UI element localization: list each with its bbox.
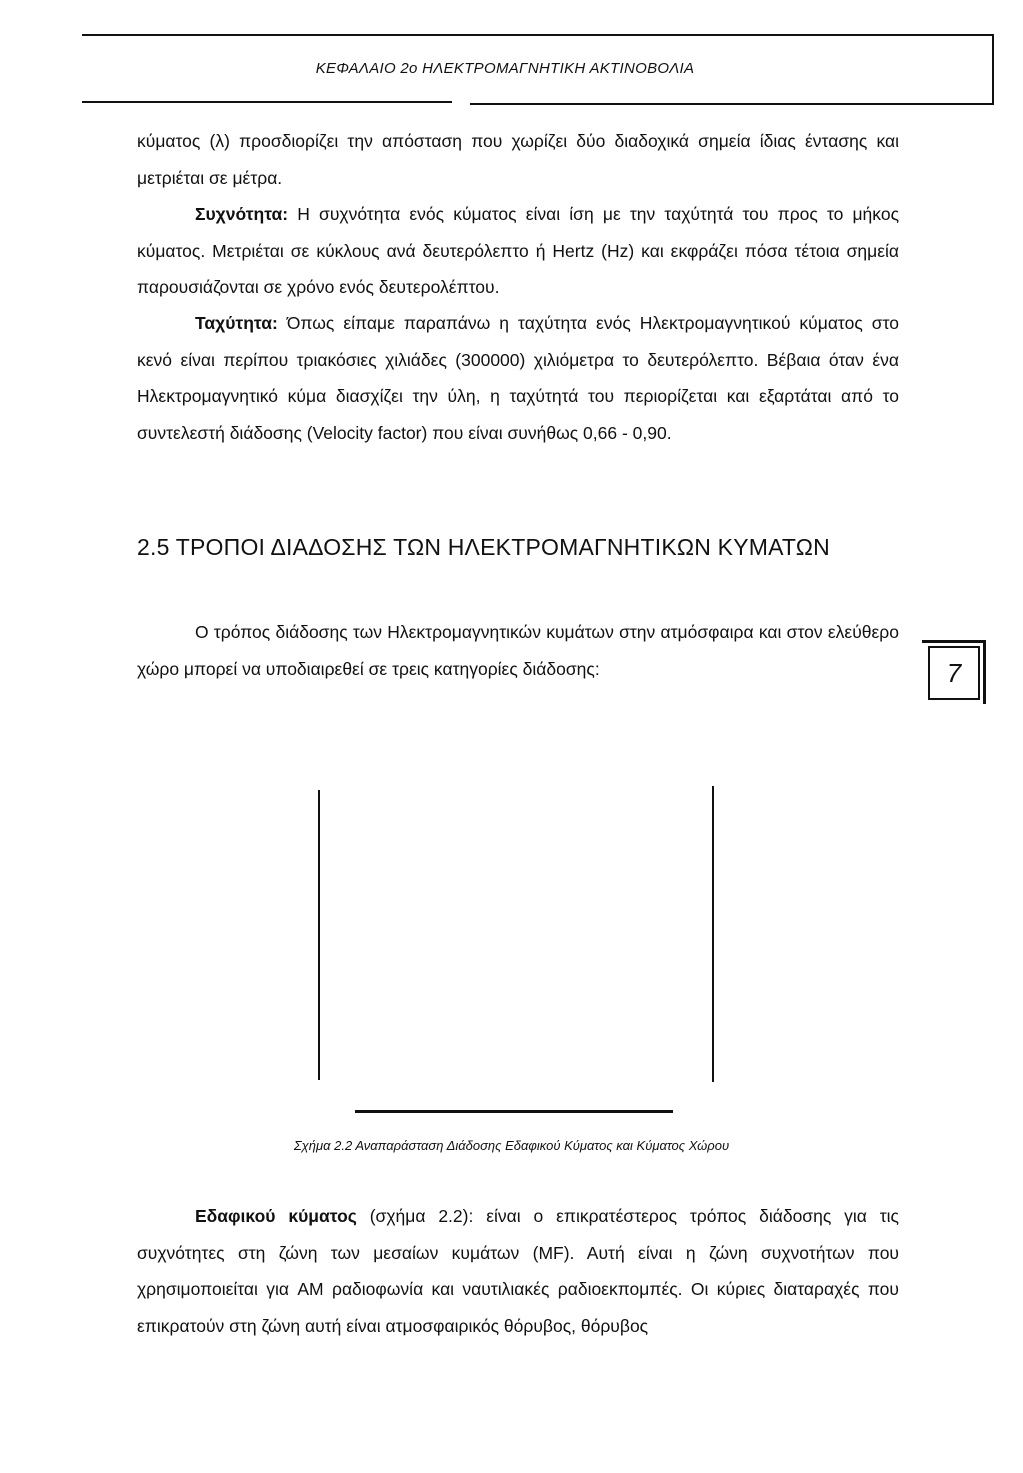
figure-left-edge	[318, 790, 320, 1080]
page-number-frame-top	[922, 640, 986, 643]
header-top-rule	[82, 34, 994, 36]
section-intro	[137, 614, 899, 687]
section-intro-text: Ο τρόπος διάδοσης των Ηλεκτρομαγνητικών κυμάτων στην ατμόσφαιρα και στον ελεύθερο χώρο μπορεί να υποδιαιρεθεί σε τρεις κατηγορίες διάδοσης:	[137, 622, 899, 679]
header-bottom-rule-right	[470, 103, 994, 105]
ground-wave-text: (σχήμα 2.2): είναι ο επικρατέστερος τρόπος διάδοσης για τις συχνότητες στη ζώνη των μεσαίων κυμάτων (MF). Αυτή είναι η ζώνη συχνοτήτων που χρησιμοποιείται για AM ραδιοφωνία και ναυτιλιακές ραδιοεκπομπές. Οι κύριες διαταραχές που επικρατούν στη ζώνη αυτή είναι ατμοσφαιρικός θόρυβος, θόρυβος	[137, 1206, 899, 1336]
figure-right-edge	[712, 786, 714, 1082]
page-number: 7	[928, 646, 980, 700]
paragraph-wavelength	[137, 123, 899, 196]
figure-caption: Σχήμα 2.2 Αναπαράσταση Διάδοσης Εδαφικού Κύματος και Κύματος Χώρου	[293, 1138, 730, 1153]
frequency-text: Η συχνότητα ενός κύματος είναι ίση με την ταχύτητά του προς το μήκος κύματος. Μετριέται σε κύκλους ανά δευτερόλεπτο ή Hertz (Hz) και εκφράζει πόσα τέτοια σημεία παρουσιάζονται σε χρόνο ενός δευτερολέπτου.	[137, 204, 899, 297]
paragraph-speed	[137, 305, 899, 451]
chapter-title: ΚΕΦΑΛΑΙΟ 2ο ΗΛΕΚΤΡΟΜΑΓΝΗΤΙΚΗ ΑΚΤΙΝΟΒΟΛΙΑ	[315, 60, 695, 77]
section-heading: 2.5 ΤΡΟΠΟΙ ΔΙΑΔΟΣΗΣ ΤΩΝ ΗΛΕΚΤΡΟΜΑΓΝΗΤΙΚΩΝ ΚΥΜΑΤΩΝ	[137, 534, 830, 560]
header-bottom-rule-left	[82, 101, 452, 103]
wavelength-text: κύματος (λ) προσδιορίζει την απόσταση που χωρίζει δύο διαδοχικά σημεία ίδιας έντασης και μετριέται σε μέτρα.	[137, 131, 899, 188]
ground-wave-term: Εδαφικού κύματος	[195, 1206, 357, 1226]
paragraph-frequency	[137, 196, 899, 306]
figure-bottom-rule	[355, 1110, 673, 1113]
paragraph-ground-wave	[137, 1198, 899, 1344]
speed-term: Ταχύτητα:	[195, 313, 278, 333]
page-number-frame-right	[983, 640, 986, 704]
frequency-term: Συχνότητα:	[195, 204, 289, 224]
speed-text: Όπως είπαμε παραπάνω η ταχύτητα ενός Ηλεκτρομαγνητικού κύματος στο κενό είναι περίπου τριακόσιες χιλιάδες (300000) χιλιόμετρα το δευτερόλεπτο. Βέβαια όταν ένα Ηλεκτρομαγνητικό κύμα διασχίζει την ύλη, η ταχύτητά του περιορίζεται και εξαρτάται από το συντελεστή διάδοσης (Velocity factor) που είναι συνήθως 0,66 - 0,90.	[137, 313, 899, 443]
